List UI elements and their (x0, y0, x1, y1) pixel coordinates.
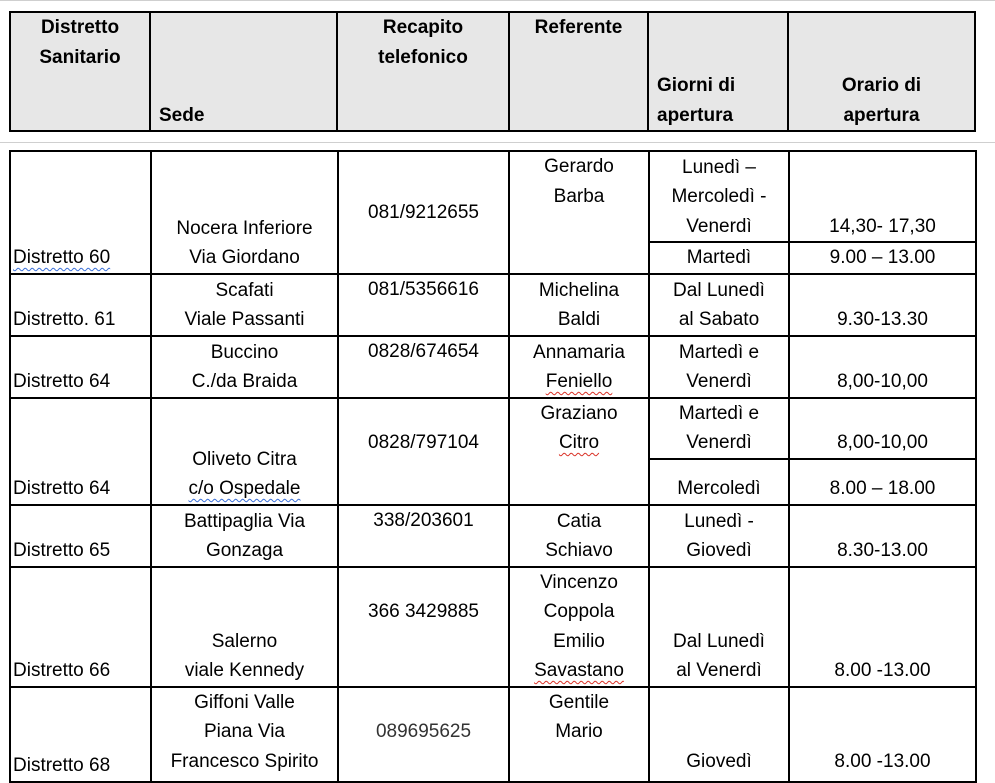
header-orario-line1: Orario di (841, 75, 922, 96)
distretto-label: Distretto. 61 (13, 309, 116, 330)
orario-value: 8.00 -13.00 (834, 660, 931, 681)
cell-telefono (338, 274, 509, 336)
distretto-label: Distretto 65 (13, 540, 111, 561)
header-giorni-line2: apertura (657, 104, 734, 126)
header-recapito-line1: Recapito (382, 17, 464, 38)
cell-distretto (10, 505, 151, 567)
data-table (9, 150, 977, 783)
sede-line2: C./da Braida (191, 371, 298, 392)
table-row-d64-buccino (10, 336, 976, 398)
referente-line1: Michelina (538, 279, 620, 301)
header-table (9, 11, 976, 132)
orario-value: 8.00 -13.00 (834, 750, 931, 772)
giorni-value: Mercoledì (677, 478, 761, 499)
cell-giorni (649, 398, 789, 459)
cell-sede (151, 687, 338, 782)
referente-line2-text: Feniello (545, 371, 613, 392)
cell-sede (151, 151, 338, 274)
referente-line2 (512, 367, 646, 397)
cell-giorni (649, 505, 789, 567)
giorni-line1: Martedì e (678, 402, 760, 424)
cell-orario (789, 151, 976, 242)
orario-value: 14,30- 17,30 (829, 215, 936, 237)
header-sede-label: Sede (159, 104, 205, 126)
referente-line1: Vincenzo (540, 571, 618, 593)
cell-distretto (10, 151, 151, 274)
table-row-d66 (10, 567, 976, 687)
giorni-line2: Giovedì (686, 540, 752, 561)
telefono-value: 081/5356616 (368, 278, 479, 300)
table-row-d60 (10, 151, 976, 242)
cell-distretto (10, 398, 151, 505)
header-distretto-line1: Distretto (40, 17, 120, 38)
cell-telefono (338, 151, 509, 274)
cell-giorni (649, 567, 789, 687)
sede-line2 (154, 474, 335, 504)
telefono-value: 366 3429885 (368, 600, 479, 622)
cell-orario (789, 459, 976, 505)
distretto-label: Distretto 66 (13, 660, 111, 681)
cell-orario (789, 567, 976, 687)
cell-telefono (338, 505, 509, 567)
sede-line1: Oliveto Citra (192, 448, 297, 470)
sede-line1: Scafati (215, 279, 274, 301)
orario-value: 8,00-10,00 (837, 432, 928, 453)
header-referente-label: Referente (534, 17, 623, 38)
orario-value: 8.00 – 18.00 (829, 478, 936, 499)
telefono-value: 0828/797104 (368, 431, 479, 453)
sede-line1: Giffoni Valle (194, 691, 295, 713)
distretto-label: Distretto 64 (13, 371, 111, 392)
telefono-value: 338/203601 (373, 509, 474, 531)
sede-line2-text: c/o Ospedale (188, 478, 301, 499)
cell-sede (151, 567, 338, 687)
giorni-line1: Dal Lunedì (673, 279, 765, 301)
cell-orario (789, 687, 976, 782)
sede-line1: Buccino (210, 341, 279, 363)
header-recapito (337, 12, 509, 131)
cell-distretto (10, 567, 151, 687)
header-recapito-line2: telefonico (378, 46, 468, 68)
distretto-label: Distretto 64 (13, 478, 111, 499)
cell-telefono (338, 336, 509, 398)
referente-line2: Baldi (557, 309, 601, 330)
distretto-label: Distretto 60 (13, 247, 111, 268)
sede-line2: Viale Passanti (184, 309, 305, 330)
cell-telefono (338, 687, 509, 782)
referente-line2: Barba (553, 185, 605, 207)
orario-value: 8.30-13.00 (837, 540, 928, 561)
cell-sede (151, 336, 338, 398)
orario-value: 9.30-13.30 (837, 309, 928, 330)
cell-referente (509, 151, 649, 274)
sede-line2: Via Giordano (189, 247, 300, 268)
cell-telefono (338, 567, 509, 687)
cell-referente (509, 687, 649, 782)
referente-line1: Annamaria (533, 341, 625, 363)
table-row-d61 (10, 274, 976, 336)
page-top-rule (0, 0, 995, 1)
header-row (10, 12, 975, 131)
table-row-d68 (10, 687, 976, 782)
giorni-line2: Mercoledì - (671, 186, 767, 207)
referente-line4-text: Savastano (534, 660, 624, 681)
cell-giorni (649, 459, 789, 505)
giorni-line1: Lunedì – (682, 156, 756, 178)
sede-line2: Gonzaga (205, 540, 284, 561)
orario-value: 8,00-10,00 (837, 371, 928, 392)
cell-giorni (649, 151, 789, 242)
referente-line1: Graziano (540, 402, 618, 424)
cell-orario (789, 242, 976, 274)
cell-sede (151, 505, 338, 567)
header-giorni (648, 12, 788, 131)
referente-line2-text: Citro (558, 432, 600, 453)
header-distretto (10, 12, 150, 131)
table-row-d64-oliveto (10, 398, 976, 459)
telefono-value: 0828/674654 (368, 340, 479, 362)
referente-line1: Gerardo (544, 156, 614, 177)
cell-distretto (10, 274, 151, 336)
orario-value: 9.00 – 13.00 (829, 247, 936, 268)
giorni-line2: Venerdì (686, 371, 752, 392)
giorni-line2: Venerdì (686, 432, 752, 453)
table-row-d65 (10, 505, 976, 567)
header-referente (509, 12, 648, 131)
header-distretto-line2: Sanitario (39, 46, 121, 68)
cell-giorni (649, 274, 789, 336)
giorni-line1: Lunedì - (684, 510, 754, 532)
cell-orario (789, 398, 976, 459)
cell-telefono (338, 398, 509, 505)
referente-line1: Gentile (548, 691, 610, 713)
cell-referente (509, 505, 649, 567)
cell-referente (509, 336, 649, 398)
telefono-value: 081/9212655 (368, 201, 479, 223)
header-orario-line2: apertura (843, 104, 920, 126)
sede-line2-text: viale Kennedy (184, 660, 305, 681)
giorni-line2: al Sabato (678, 309, 760, 330)
cell-referente (509, 567, 649, 687)
cell-orario (789, 336, 976, 398)
cell-sede (151, 398, 338, 505)
sede-line2: Piana Via (204, 721, 285, 742)
cell-orario (789, 274, 976, 336)
giorni-line1: Martedì e (678, 341, 760, 363)
referente-line4 (512, 656, 646, 686)
cell-giorni (649, 336, 789, 398)
page-separator-rule (0, 142, 995, 143)
referente-line2: Schiavo (545, 540, 613, 561)
header-sede (150, 12, 337, 131)
referente-line1: Catia (556, 510, 602, 532)
giorni-line2: al Venerdì (676, 660, 762, 681)
cell-referente (509, 274, 649, 336)
sede-line2 (154, 656, 335, 686)
referente-line2: Coppola (543, 601, 615, 622)
giorni-line3: Venerdì (686, 215, 752, 237)
sede-line3: Francesco Spirito (170, 750, 319, 772)
header-orario (788, 12, 975, 131)
sede-line1: Salerno (211, 630, 278, 652)
cell-giorni (649, 242, 789, 274)
distretto-label: Distretto 68 (13, 755, 111, 776)
referente-line2 (512, 428, 646, 458)
cell-distretto (10, 687, 151, 782)
sede-line1: Nocera Inferiore (176, 217, 313, 239)
cell-distretto (10, 336, 151, 398)
cell-orario (789, 505, 976, 567)
cell-sede (151, 274, 338, 336)
giorni-value: Giovedì (686, 750, 752, 772)
referente-line2: Mario (555, 721, 603, 742)
cell-referente (509, 398, 649, 505)
telefono-value: 089695625 (375, 720, 472, 742)
header-giorni-line1: Giorni di (657, 75, 736, 96)
giorni-value: Martedì (686, 247, 752, 268)
giorni-line1: Dal Lunedì (673, 630, 765, 652)
cell-giorni (649, 687, 789, 782)
sede-line1: Battipaglia Via (183, 510, 306, 532)
referente-line3: Emilio (553, 630, 605, 652)
